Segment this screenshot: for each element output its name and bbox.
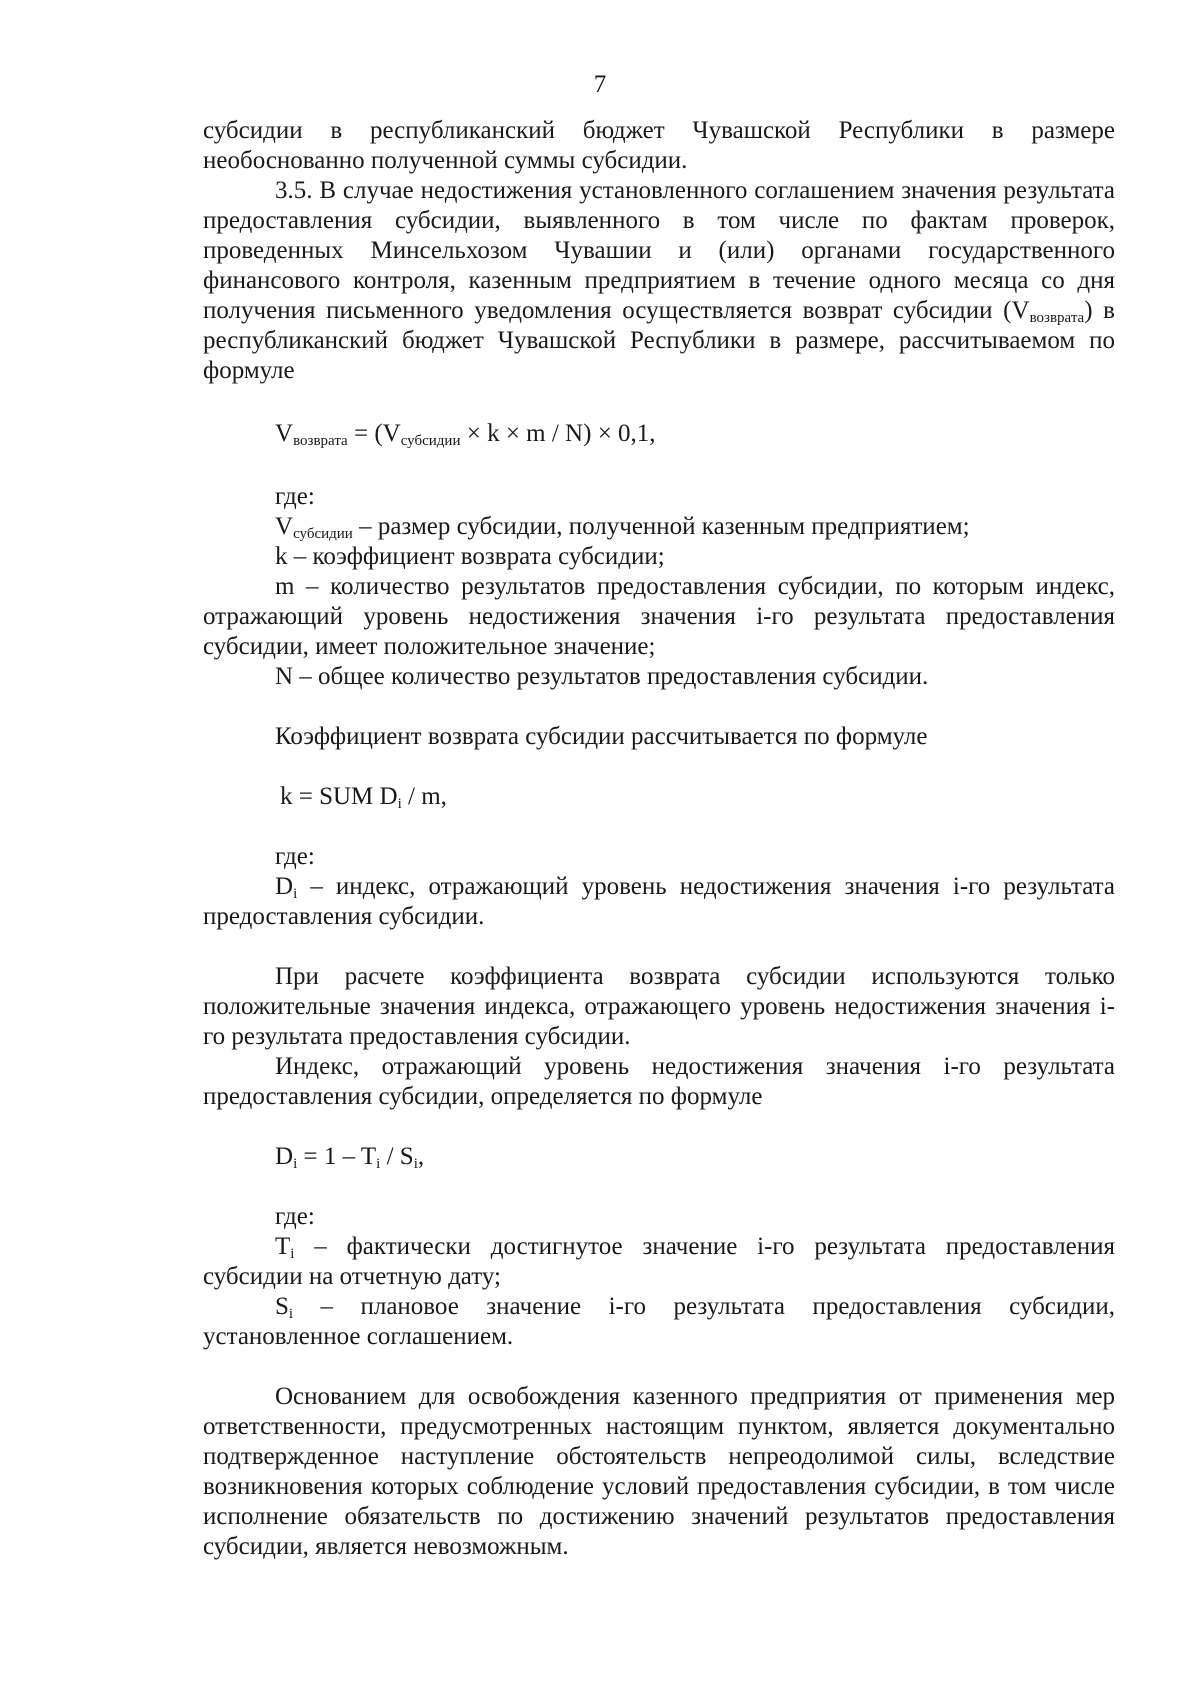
paragraph-k-intro: Коэффициент возврата субсидии рассчитывается по формуле: [275, 723, 928, 750]
paragraph-continued: субсидии в республиканский бюджет Чувашской Республики в размере необоснованно полученной суммы субсидии.: [203, 117, 1115, 174]
formula-index: $D_i = 1 - T_i / S_i$,: [275, 1143, 425, 1172]
where-label-3: где:: [275, 1203, 315, 1230]
paragraph-force-majeure: Основанием для освобождения казенного предприятия от применения мер ответственности, предусмотренных настоящим пунктом, является документально подтвержденное наступление обстоятельств непреодолимой силы, вследствие возникновения которых соблюдение условий предоставления субсидии, в том числе исполнение обязательств по достижению значений результатов предоставления субсидии, является невозможным.: [203, 1383, 1115, 1560]
definition-m: m – количество результатов предоставления субсидии, по которым индекс, отражающий уровень недостижения значения i-го результата предоставления субсидии, имеет положительное значение;: [203, 573, 1115, 660]
subscript-return: возврата: [1029, 310, 1085, 326]
definition-n: N – общее количество результатов предоставления субсидии.: [275, 663, 929, 690]
definition-s: $S_i$ – плановое значение i-го результата предоставления субсидии, установленное соглашением.: [203, 1293, 1115, 1350]
definition-k: k – коэффициент возврата субсидии;: [275, 543, 665, 570]
where-label-1: где:: [275, 483, 315, 510]
paragraph-calculation: При расчете коэффициента возврата субсидии используются только положительные значения индекса, отражающего уровень недостижения значения i-го результата предоставления субсидии.: [203, 963, 1115, 1050]
definition-d: $D_i$ – индекс, отражающий уровень недостижения значения i-го результата предоставления субсидии.: [203, 873, 1115, 930]
paragraph-3-5: 3.5. В случае недостижения установленного соглашением значения результата предоставления субсидии, выявленного в том числе по фактам проверок, проведенных Минсельхозом Чувашии и (или) органами государственного финансового контроля, казенным предприятием в течение одного месяца со дня получения письменного уведомления осуществляется возврат субсидии $(V_{возврата})$ в республиканский бюджет Чувашской Республики в размере, рассчитываемом по формуле: [203, 177, 1115, 384]
definition-v-subsidy: $V_{субсидии}$ – размер субсидии, полученной казенным предприятием;: [275, 513, 970, 542]
formula-return-amount: $V_{возврата} = (V_{субсидии} \times k \times m / N) \times 0,1$,: [275, 420, 656, 449]
page-number: 7: [593, 71, 607, 98]
where-label-2: где:: [275, 843, 315, 870]
formula-k: k = SUM $D_i$ / m,: [280, 783, 447, 812]
definition-t: $T_i$ – фактически достигнутое значение i-го результата предоставления субсидии на отчетную дату;: [203, 1233, 1115, 1290]
paragraph-index: Индекс, отражающий уровень недостижения значения i-го результата предоставления субсидии, определяется по формуле: [203, 1053, 1115, 1110]
document-body: [203, 116, 1115, 1562]
